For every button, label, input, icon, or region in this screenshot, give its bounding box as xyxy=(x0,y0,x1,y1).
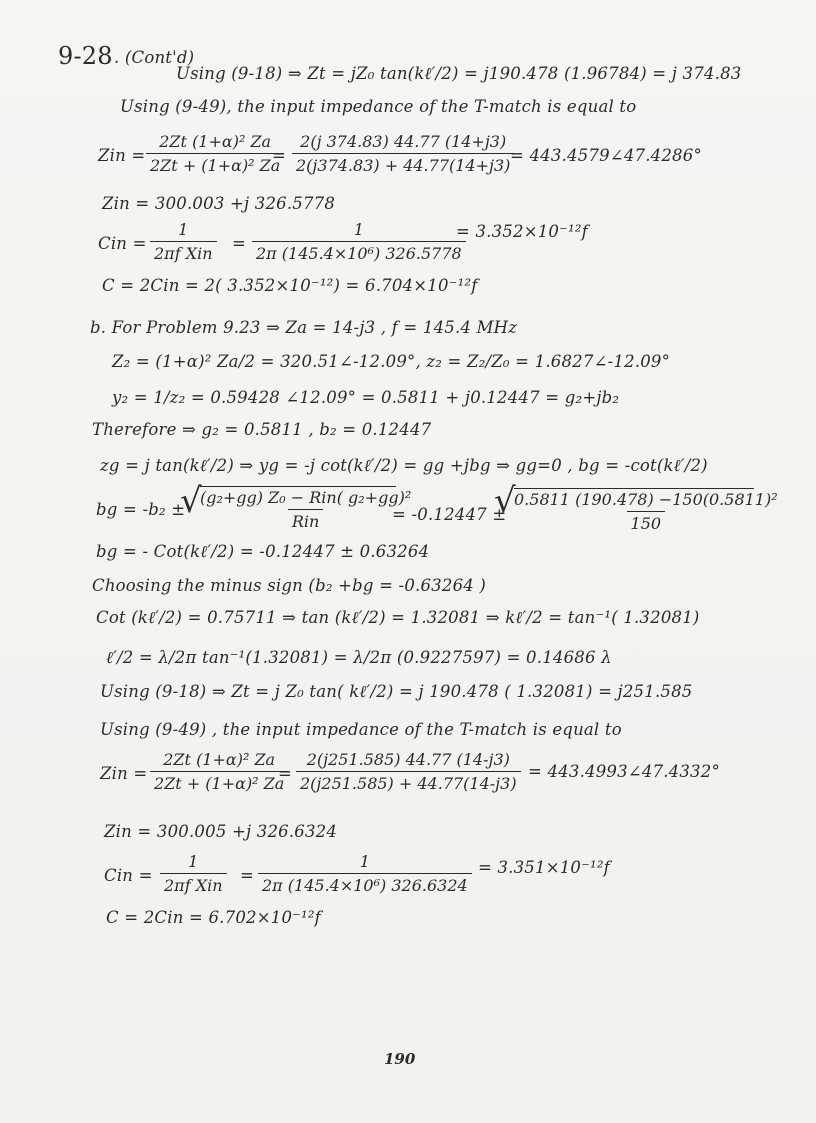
bg-cot-line: bg = - Cot(kℓ′/2) = -0.12447 ± 0.63264 xyxy=(96,542,430,561)
zin-result-a: = 443.4579∠47.4286° xyxy=(510,146,702,165)
bg-formula-lhs: bg = -b₂ ± xyxy=(96,500,186,519)
zin-values-fraction-b xyxy=(296,750,521,793)
problem-number: 9-28 xyxy=(58,42,113,70)
length-result-line: ℓ′/2 = λ/2π tan⁻¹(1.32081) = λ/2π (0.9227597) = 0.14686 λ xyxy=(106,648,612,667)
sqrt-fraction-2 xyxy=(510,490,782,533)
cin-values-numerator-b: 1 xyxy=(359,852,370,871)
zin-values-denominator-a: 2(j374.83) + 44.77(14+j3) xyxy=(292,153,514,175)
sqrt-sign-1: √ xyxy=(180,481,202,521)
line-y2: y₂ = 1/z₂ = 0.59428 ∠12.09° = 0.5811 + j0.12447 = g₂+jb₂ xyxy=(112,388,620,407)
cin-formula-numerator-b: 1 xyxy=(188,852,199,871)
sqrt-numerator-1: (g₂+gg) Z₀ − Rin( g₂+gg)² xyxy=(200,488,412,507)
page-number: 190 xyxy=(384,1050,416,1068)
choosing-minus-sign: Choosing the minus sign (b₂ +bg = -0.63264 ) xyxy=(92,576,487,595)
capacitance-result-b: C = 2Cin = 6.702×10⁻¹²f xyxy=(106,908,321,927)
sqrt-numerator-2: 0.5811 (190.478) −150(0.5811)² xyxy=(514,490,778,509)
zin-rectangular-a: Zin = 300.003 +j 326.5778 xyxy=(102,194,336,213)
equals-a: = xyxy=(272,146,287,165)
cin-result-a: = 3.352×10⁻¹²f xyxy=(456,222,588,241)
sqrt-sign-2: √ xyxy=(494,481,516,521)
cin-values-fraction-b xyxy=(258,852,472,895)
cot-tan-line: Cot (kℓ′/2) = 0.75711 ⇒ tan (kℓ′/2) = 1.32081 ⇒ kℓ′/2 = tan⁻¹( 1.32081) xyxy=(96,608,700,627)
cin-values-fraction-a xyxy=(252,220,466,263)
cin-values-denominator-b: 2π (145.4×10⁶) 326.6324 xyxy=(258,873,472,895)
zin-values-numerator-a: 2(j 374.83) 44.77 (14+j3) xyxy=(300,132,507,151)
cin-formula-denominator-a: 2πf Xin xyxy=(150,241,217,263)
part-b-heading: b. For Problem 9.23 ⇒ Za = 14-j3 , f = 145.4 MHz xyxy=(90,318,518,337)
sqrt-denominator-2: 150 xyxy=(627,511,666,533)
zin-label-b: Zin = xyxy=(100,764,148,783)
zin-formula-fraction-b xyxy=(150,750,288,793)
bg-numeric-middle: = -0.12447 ± xyxy=(392,505,507,524)
line-z2: Z₂ = (1+α)² Za/2 = 320.51∠-12.09°, z₂ = Z₂/Z₀ = 1.6827∠-12.09° xyxy=(112,352,671,371)
zin-formula-fraction-a xyxy=(146,132,287,175)
sqrt-fraction-1 xyxy=(196,488,415,531)
zin-formula-denominator-b: 2Zt + (1+α)² Za xyxy=(150,771,288,793)
equals-cin-b: = xyxy=(240,866,255,885)
zin-formula-denominator-a: 2Zt + (1+α)² Za xyxy=(146,153,284,175)
zin-values-fraction-a xyxy=(292,132,514,175)
line-using-9-18-part-a: Using (9-18) ⇒ Zt = jZ₀ tan(kℓ′/2) = j190.478 (1.96784) = j 374.83 xyxy=(176,64,742,83)
zin-values-numerator-b: 2(j251.585) 44.77 (14-j3) xyxy=(306,750,510,769)
zin-formula-numerator-b: 2Zt (1+α)² Za xyxy=(163,750,276,769)
capacitance-result-a: C = 2Cin = 2( 3.352×10⁻¹²) = 6.704×10⁻¹²f xyxy=(102,276,478,295)
zin-values-denominator-b: 2(j251.585) + 44.77(14-j3) xyxy=(296,771,521,793)
zin-rectangular-b: Zin = 300.005 +j 326.6324 xyxy=(104,822,338,841)
sqrt-bar-2 xyxy=(514,488,754,489)
equals-b: = xyxy=(278,764,293,783)
cin-label-a: Cin = xyxy=(98,234,147,253)
sqrt-bar-1 xyxy=(200,486,396,487)
line-using-9-49-part-b: Using (9-49) , the input impedance of the T-match is equal to xyxy=(100,720,622,739)
zin-formula-numerator-a: 2Zt (1+α)² Za xyxy=(159,132,272,151)
cin-values-denominator-a: 2π (145.4×10⁶) 326.5778 xyxy=(252,241,466,263)
sqrt-denominator-1: Rin xyxy=(288,509,323,531)
cin-formula-denominator-b: 2πf Xin xyxy=(160,873,227,895)
cin-result-b: = 3.351×10⁻¹²f xyxy=(478,858,610,877)
cin-formula-fraction-a xyxy=(150,220,217,263)
line-zg: zg = j tan(kℓ′/2) ⇒ yg = -j cot(kℓ′/2) = gg +jbg ⇒ gg=0 , bg = -cot(kℓ′/2) xyxy=(100,456,708,475)
zin-label-a: Zin = xyxy=(98,146,146,165)
zin-result-b: = 443.4993∠47.4332° xyxy=(528,762,720,781)
cin-values-numerator-a: 1 xyxy=(353,220,364,239)
cin-formula-fraction-b xyxy=(160,852,227,895)
line-using-9-18-part-b: Using (9-18) ⇒ Zt = j Z₀ tan( kℓ′/2) = j 190.478 ( 1.32081) = j251.585 xyxy=(100,682,693,701)
problem-continued-label: . (Cont'd) xyxy=(114,48,195,67)
cin-label-b: Cin = xyxy=(104,866,153,885)
line-therefore: Therefore ⇒ g₂ = 0.5811 , b₂ = 0.12447 xyxy=(92,420,432,439)
equals-cin-a: = xyxy=(232,234,247,253)
cin-formula-numerator-a: 1 xyxy=(178,220,189,239)
line-using-9-49-part-a: Using (9-49), the input impedance of the T-match is equal to xyxy=(120,97,637,116)
